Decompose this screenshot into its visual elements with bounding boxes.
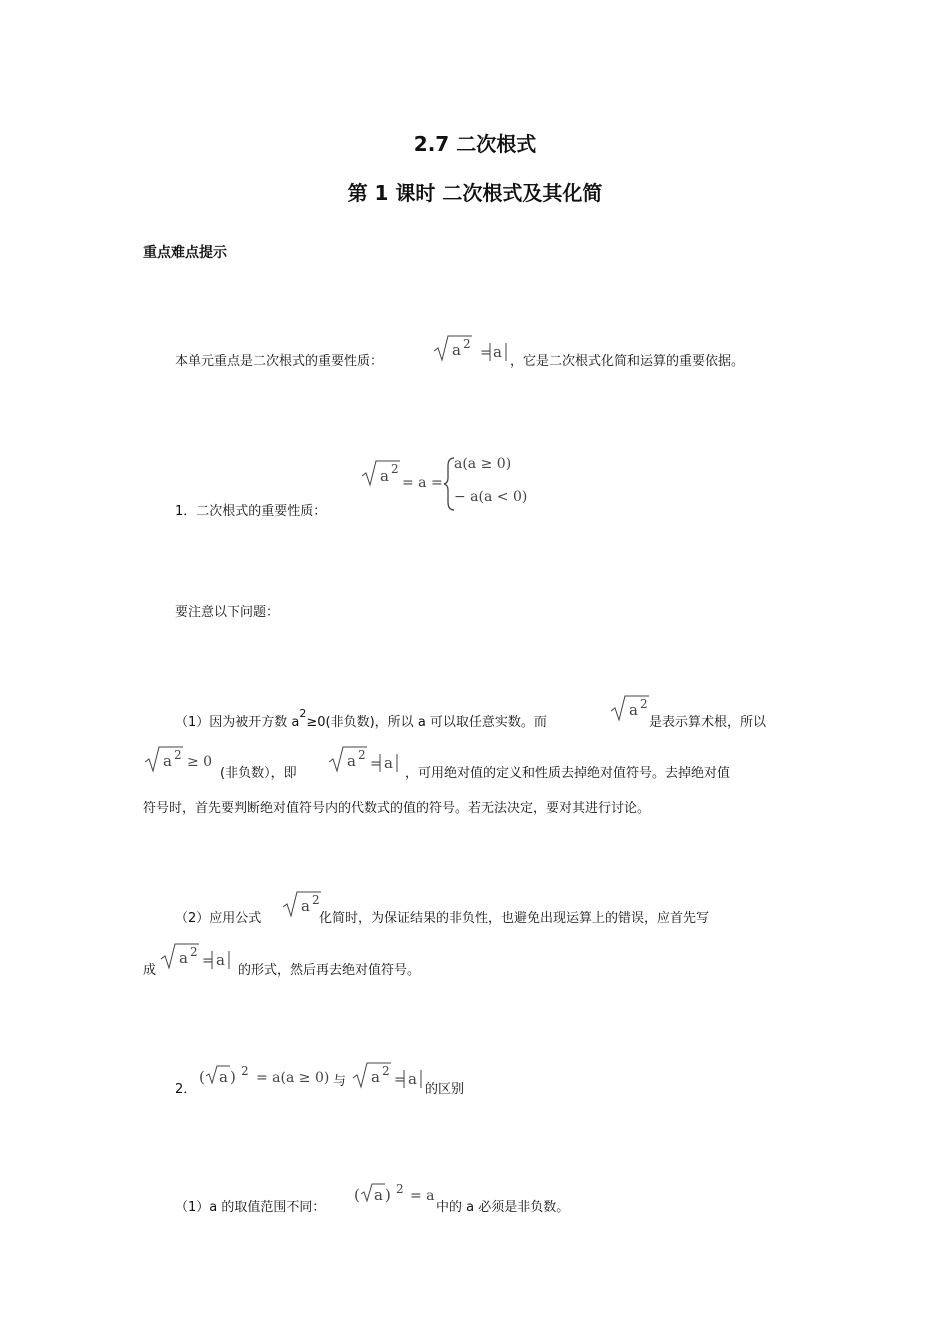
svg-text:2: 2: [640, 697, 648, 711]
svg-text:a: a: [219, 1068, 228, 1086]
svg-text:a: a: [301, 897, 310, 915]
q2-line2-part1: 成: [143, 963, 157, 978]
svg-text:2: 2: [463, 337, 471, 351]
geq-zero: ≥ 0: [187, 754, 213, 770]
q1-line2-part2: ，可用绝对值的定义和性质去掉绝对值符号。去掉绝对值: [405, 766, 731, 781]
formula-sqrt-abs-4: [351, 1060, 429, 1092]
svg-text:2: 2: [312, 893, 320, 907]
intro-text-before: 本单元重点是二次根式的重要性质：: [175, 354, 384, 369]
svg-text:a: a: [374, 1186, 383, 1204]
item2-condition: = a(a ≥ 0): [256, 1070, 330, 1086]
q1-superscript: 2: [299, 707, 307, 720]
q1-line1-text-a: （1）因为被开方数 a: [175, 715, 300, 730]
svg-text:a: a: [384, 754, 393, 772]
page-subtitle: 第 1 课时 二次根式及其化简: [347, 181, 603, 205]
svg-text:(: (: [199, 1068, 205, 1086]
svg-text:a: a: [629, 701, 638, 719]
svg-text:2: 2: [190, 945, 198, 959]
formula-sqrt-abs-3: [159, 941, 237, 973]
svg-text:a: a: [380, 467, 389, 485]
svg-text:a: a: [408, 1070, 417, 1088]
formula-sqrt-a2-geq: [143, 744, 183, 776]
svg-text:= a =: = a =: [402, 475, 443, 491]
formula-sqrt-abs: [432, 333, 510, 365]
item1-label: 1．二次根式的重要性质：: [175, 504, 327, 519]
q3-part1: （1）a 的取值范围不同：: [175, 1200, 326, 1215]
q1-line2-part1: (非负数），即: [220, 766, 297, 781]
q1-line1-text-b: ≥0(非负数)，所以 a 可以取任意实数。而: [306, 715, 547, 730]
q1-line3: 符号时，首先要判断绝对值符号内的代数式的值的符号。若无法决定，要对其进行讨论。: [143, 801, 651, 816]
svg-text:2: 2: [391, 462, 399, 476]
svg-text:2: 2: [241, 1064, 249, 1078]
q3-eq: = a: [410, 1188, 435, 1204]
formula-sqrt-a-squared-2: [352, 1180, 412, 1210]
page-title: 2.7 二次根式: [413, 132, 537, 156]
formula-sqrt-a2-2: [281, 889, 321, 921]
svg-text:a: a: [347, 752, 356, 770]
q2-line2-part2: 的形式，然后再去绝对值符号。: [238, 963, 421, 978]
item2-diff: 的区别: [425, 1082, 465, 1097]
section-heading: 重点难点提示: [143, 245, 227, 261]
svg-text:a: a: [216, 951, 225, 969]
q3-part2: 中的 a 必须是非负数。: [436, 1200, 570, 1215]
q1-line1-part2: 是表示算术根，所以: [649, 715, 767, 730]
svg-text:a: a: [179, 949, 188, 967]
q2-line1-part1: （2）应用公式: [175, 911, 262, 926]
svg-text:a: a: [371, 1068, 380, 1086]
formula-piecewise-left: [360, 452, 460, 514]
svg-text:a: a: [493, 343, 502, 361]
svg-text:2: 2: [396, 1182, 404, 1196]
svg-text:a: a: [452, 341, 461, 359]
piecewise-case-1: a(a ≥ 0): [454, 456, 512, 472]
note-text: 要注意以下问题：: [175, 605, 280, 620]
svg-text:=: =: [394, 1072, 406, 1088]
svg-text:=: =: [202, 953, 214, 969]
svg-text:2: 2: [358, 748, 366, 762]
q1-line1-part1: [175, 707, 547, 730]
item2-with: 与: [333, 1074, 347, 1089]
svg-text:(: (: [354, 1186, 360, 1204]
formula-sqrt-abs-2: [327, 744, 405, 776]
intro-text-after: ，它是二次根式化简和运算的重要依据。: [510, 354, 745, 369]
formula-sqrt-a2: [609, 693, 649, 725]
item2-label: 2．: [175, 1082, 197, 1097]
svg-text:=: =: [480, 345, 492, 361]
svg-text:): ): [230, 1068, 236, 1086]
svg-text:a: a: [163, 752, 172, 770]
svg-text:): ): [385, 1186, 391, 1204]
piecewise-case-2: − a(a < 0): [454, 489, 528, 505]
svg-text:=: =: [370, 756, 382, 772]
q2-line1-part2: 化简时，为保证结果的非负性，也避免出现运算上的错误，应首先写: [319, 911, 710, 926]
svg-text:2: 2: [382, 1064, 390, 1078]
formula-sqrt-a-squared: [197, 1062, 257, 1092]
svg-text:2: 2: [174, 748, 182, 762]
